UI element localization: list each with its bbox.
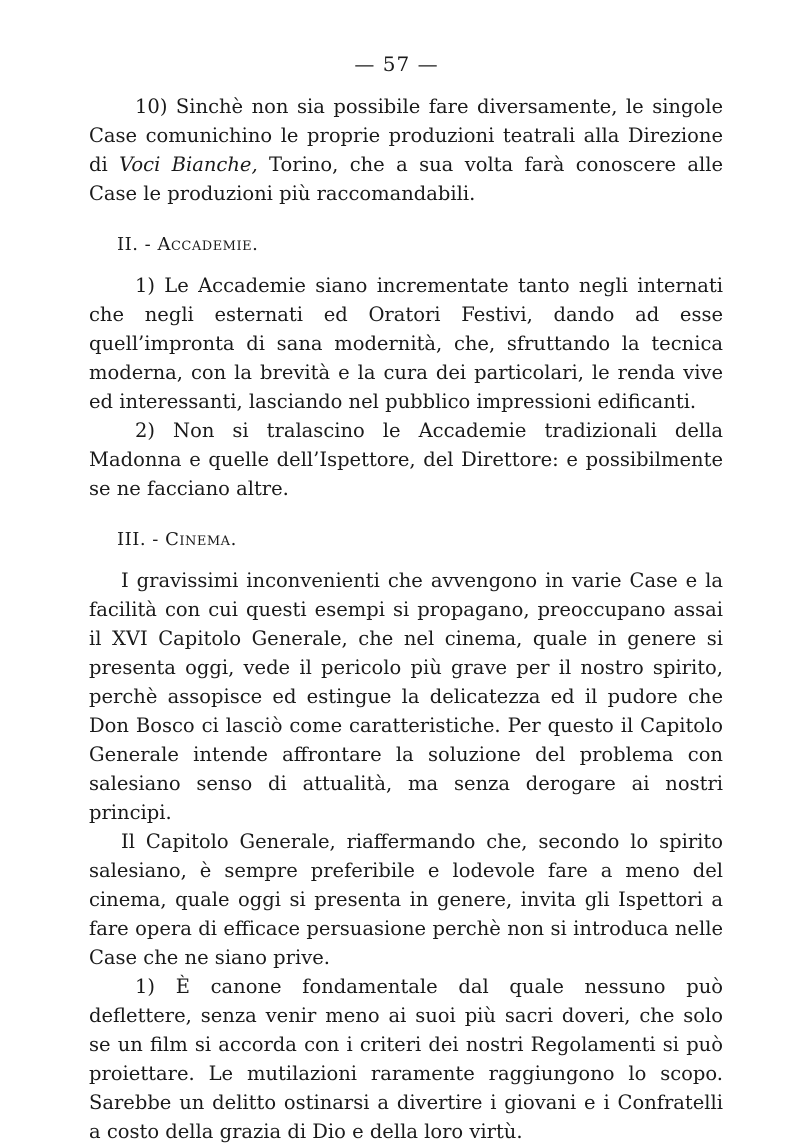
page-number: — 57 —	[354, 52, 439, 76]
accademie-paragraph-1: 1) Le Accademie siano incrementate tanto negli internati che negli esternati ed Oratori Festivi, dando ad esse quell’impronta di sana modernità, che, sfruttando la tecnica moderna, con la brevità e la cura dei particolari, le renda vive ed interessanti, lasciando nel pubblico impressioni edificanti.	[89, 274, 723, 413]
cinema-paragraph-3: 1) È canone fondamentale dal quale nessuno può deflettere, senza venir meno ai suoi più sacri doveri, che solo se un film si accorda con i criteri dei nostri Regolamenti si può proiettare. Le mutilazioni raramente raggiungono lo scopo. Sarebbe un delitto ostinarsi a divertire i giovani e i Confratelli a costo della grazia di Dio e della loro virtù.	[89, 975, 723, 1143]
paragraph-10-text-a: 10) Sinchè non sia possibile fare diversamente, le singole Case comunichino le proprie produzioni teatrali alla Direzione di	[89, 95, 723, 176]
cinema-paragraph-1: I gravissimi inconvenienti che avvengono in varie Case e la facilità con cui questi esempi si propagano, preoccupano assai il XVI Capitolo Generale, che nel cinema, quale in genere si presenta oggi, vede il pericolo più grave per il nostro spirito, perchè assopisce ed estingue la delicatezza ed il pudore che Don Bosco ci lasciò come caratteristiche. Per questo il Capitolo Generale intende affrontare la soluzione del problema con salesiano senso di attualità, ma senza derogare ai nostri principi.	[89, 569, 723, 824]
page-body	[89, 92, 723, 1146]
section-title: Accademie.	[157, 234, 259, 255]
cinema-paragraph-2: Il Capitolo Generale, riaffermando che, secondo lo spirito salesiano, è sempre preferibile e lodevole fare a meno del cinema, quale oggi si presenta in genere, invita gli Ispettori a fare opera di efficace persuasione perchè non si introduca nelle Case che ne siano prive.	[89, 830, 723, 969]
section-numeral: III. -	[117, 529, 159, 550]
section-heading-cinema	[89, 525, 723, 554]
section-heading-accademie	[89, 230, 723, 259]
paragraph-10	[89, 92, 723, 208]
section-numeral: II. -	[117, 234, 152, 255]
section-title: Cinema.	[165, 529, 237, 550]
publication-title: Voci Bianche,	[119, 153, 258, 176]
accademie-paragraph-2: 2) Non si tralascino le Accademie tradizionali della Madonna e quelle dell’Ispettore, del Direttore: e possibilmente se ne facciano altre.	[89, 419, 723, 500]
paragraph-10-text-b: Torino, che a sua volta farà conoscere alle Case le produzioni più raccomandabili.	[89, 153, 724, 205]
